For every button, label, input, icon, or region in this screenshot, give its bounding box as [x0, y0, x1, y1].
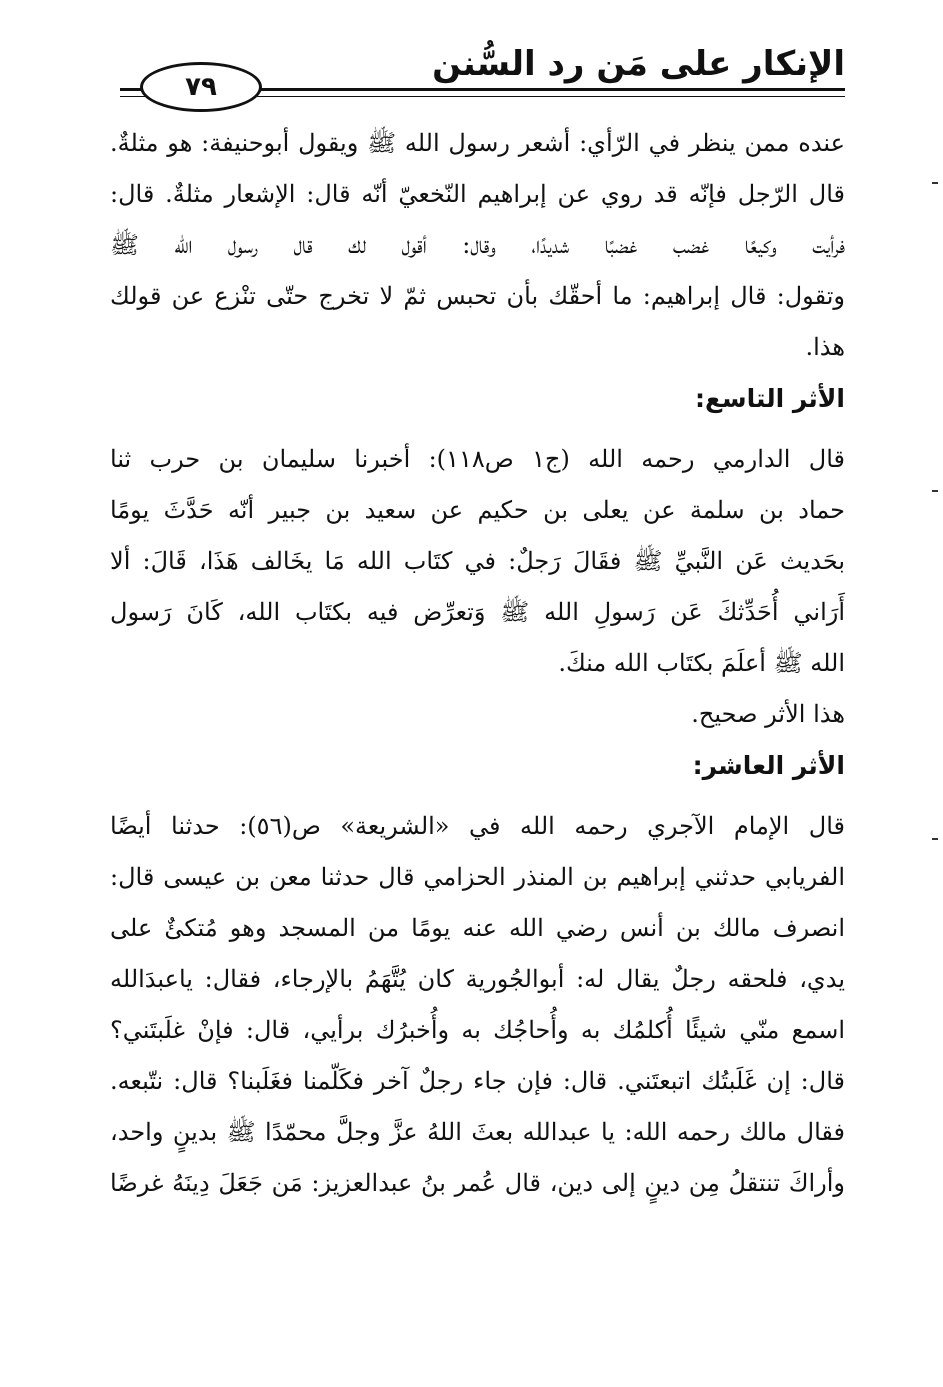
- text-line: وتقول: قال إبراهيم: ما أحقّك بأن تحبس ثمّ لا تخرج حتّى تنْزع عن قولك: [110, 282, 845, 310]
- text-line: بحَديث عَن النَّبيِّ ﷺ فقَالَ رَجلٌ: في كتَاب الله مَا يخَالف هَذَا، قَالَ: ألا: [110, 547, 845, 575]
- text-line: اسمع منّي شيئًا أُكلمُك به وأُحاجُك به وأُخبرُك برأيي، قال: فإنْ غلَبتَني؟: [110, 1016, 845, 1044]
- note-line: هذا الأثر صحيح.: [691, 700, 845, 728]
- page-number-badge: [140, 62, 262, 112]
- section-heading: الأثر العاشر:: [692, 751, 845, 780]
- section-heading: الأثر التاسع:: [694, 384, 845, 413]
- text-line: الفريابي حدثني إبراهيم بن المنذر الحزامي قال حدثنا معن بن عيسى قال:: [110, 863, 845, 891]
- spacer: [110, 424, 845, 434]
- page-body: [110, 118, 845, 1209]
- text-line: عنده ممن ينظر في الرّأي: أشعر رسول الله ﷺ ويقول أبوحنيفة: هو مثلةٌ.: [110, 129, 845, 157]
- text-line: هذا.: [805, 333, 845, 361]
- text-line: انصرف مالك بن أنس رضي الله عنه يومًا من المسجد وهو مُتكئٌ على: [110, 914, 845, 942]
- text-line: قال الإمام الآجري رحمه الله في «الشريعة» ص(٥٦): حدثنا أيضًا: [110, 812, 845, 840]
- text-line: أَرَاني أُحَدِّثكَ عَن رَسولِ الله ﷺ وَتعرِّض فيه بكتَاب الله، كَانَ رَسول: [110, 598, 845, 626]
- spacer: [110, 791, 845, 801]
- text-line: قال الدارمي رحمه الله (ج١ ص١١٨): أخبرنا سليمان بن حرب ثنا: [110, 445, 845, 473]
- margin-mark: [932, 182, 938, 184]
- page-header: [110, 38, 845, 108]
- book-title: الإنكار على مَن رد السُّنن: [432, 44, 845, 84]
- text-line: قال: إن غَلَبتُك اتبعتَني. قال: فإن جاء رجلٌ آخر فكَلّمنا فغَلَبنا؟ قال: نتّبعه.: [110, 1067, 845, 1095]
- text-line: قال الرّجل فإنّه قد روي عن إبراهيم النّخعيّ أنّه قال: الإشعار مثلةٌ. قال:: [110, 180, 845, 208]
- text-line: حماد بن سلمة عن يعلى بن حكيم عن سعيد بن جبير أنّه حَدَّثَ يومًا: [110, 496, 845, 524]
- text-line: يدي، فلحقه رجلٌ يقال له: أبوالجُورية كان يُتَّهَمُ بالإرجاء، فقال: ياعبدَالله: [110, 965, 845, 993]
- text-line: وأراكَ تنتقلُ مِن دينٍ إلى دين، قال عُمر بنُ عبدالعزيز: مَن جَعَلَ دِينَهُ غرضًا: [110, 1169, 845, 1197]
- text-line: الله ﷺ أعلَمَ بكتَاب الله منكَ.: [558, 649, 845, 677]
- margin-mark: [932, 838, 938, 840]
- text-line: فقال مالك رحمه الله: يا عبدالله بعثَ اللهُ عزَّ وجلَّ محمّدًا ﷺ بدينٍ واحد،: [110, 1118, 845, 1146]
- margin-mark: [932, 490, 938, 492]
- text-line: فرأيت وكيعًا غضب غضبًا شديدًا، وقال: أقول لك قال رسول الله ﷺ: [110, 231, 845, 259]
- page-number: ٧٩: [185, 72, 217, 102]
